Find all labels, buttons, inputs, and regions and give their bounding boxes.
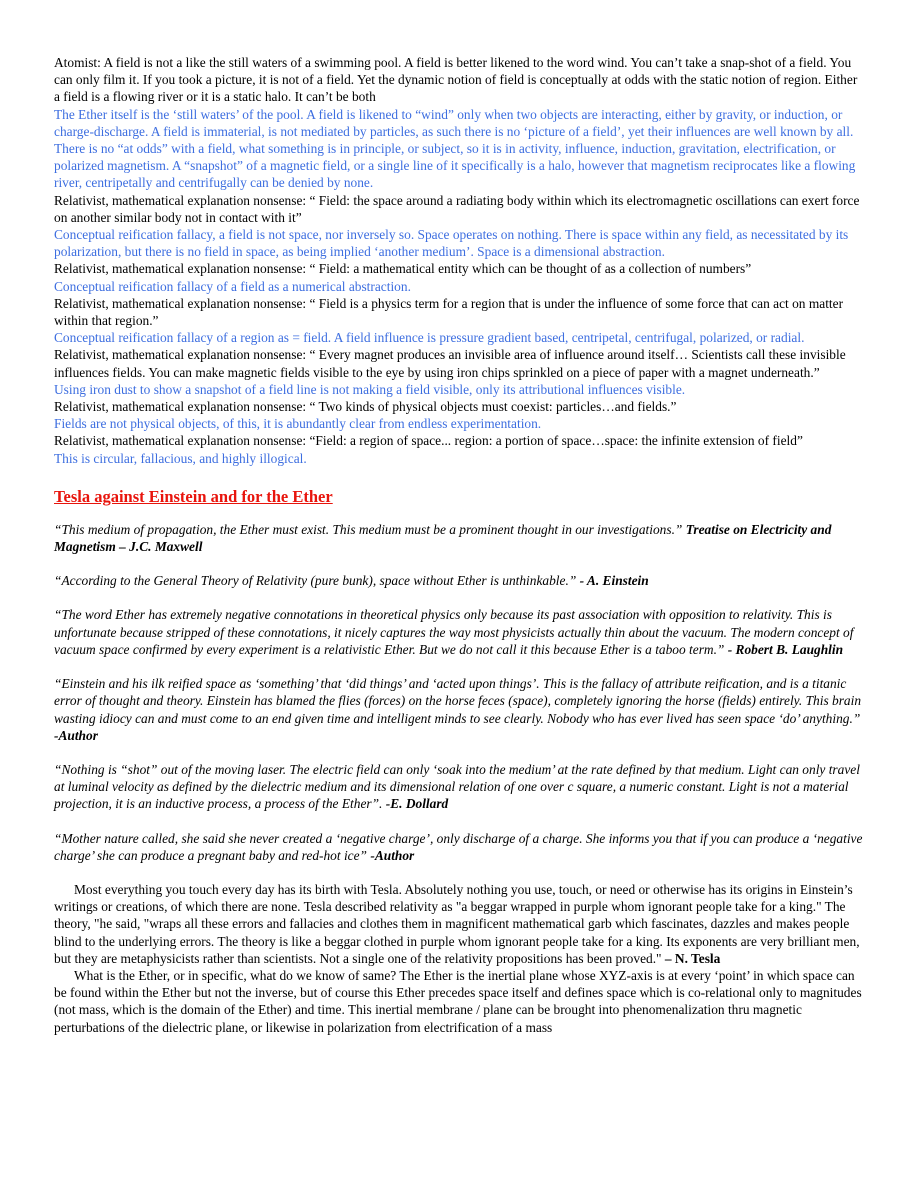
- quote-block: [54, 521, 866, 555]
- section-field-discussion: [54, 54, 866, 467]
- body-text: Most everything you touch every day has its birth with Tesla. Absolutely nothing you use, touch, or need or otherwise has its origins in Einstein’s writings or creations, of which there are none. Tesla described relativity as "a beggar wrapped in purple whom ignorant people take for a king." The theory, "he said, "wraps all these errors and fallacies and clothes them in magnificent mathematical garb which fascinates, dazzles and makes people blind to the underlying errors. The theory is like a beggar clothed in purple whom ignorant people take for a king. Its exponents are very brilliant men, but they are metaphysicists rather than scientists. Not a single one of the relativity propositions has been proved.": [54, 881, 860, 966]
- quote-text: “According to the General Theory of Relativity (pure bunk), space without Ether is unthinkable.”: [54, 573, 580, 589]
- quote-block: [54, 675, 866, 744]
- document-page: [54, 54, 866, 1036]
- quote-source: -Author: [370, 847, 415, 863]
- quote-source: -Author: [54, 727, 98, 743]
- quote-source: Treatise on Electricity and Magnetism – J.C. Maxwell: [54, 521, 832, 555]
- paragraph: Relativist, mathematical explanation nonsense: “Field: a region of space... region: a portion of space…space: the infinite extension of field”: [54, 433, 803, 449]
- quote-text: “The word Ether has extremely negative connotations in theoretical physics only because its past association with opposition to relativity. This is unfortunate because stripped of these connotations, it nicely captures the way most physicists actually thin about the vacuum. The modern concept of vacuum space confirmed by every experiment is a relativistic Ether. But we do not call it this because Ether is a taboo term.”: [54, 607, 854, 657]
- quote-source: - Robert B. Laughlin: [727, 641, 844, 657]
- quote-source: - A. Einstein: [579, 573, 649, 589]
- rebuttal-paragraph: Conceptual reification fallacy of a field as a numerical abstraction.: [54, 278, 411, 294]
- rebuttal-paragraph: Conceptual reification fallacy, a field is not space, nor inversely so. Space operates on nothing. There is space within any field, as necessitated by its polarization, but there is no field in space, as being implied ‘another medium’. Space is a dimensional abstraction.: [54, 227, 849, 260]
- body-paragraph-ether: What is the Ether, or in specific, what do we know of same? The Ether is the inertial plane whose XYZ-axis is at every ‘point’ in which space can be found within the Ether but not the inverse, but of course this Ether precedes space itself and defines space which is co-relational only to magnitudes (not mass, which is the domain of the Ether) and time. This inertial membrane / plane can be brought into phenomenalization thru magnetic perturbations of the dielectric plane, or likewise in polarization from electrification of a mass: [54, 967, 862, 1035]
- paragraph: Atomist: A field is not a like the still waters of a swimming pool. A field is better likened to the word wind. You can’t take a snap-shot of a field. You can only film it. If you took a picture, it is not of a field. Yet the dynamic notion of field is conceptually at odds with the static notion of region. Either a field is a flowing river or it is a static halo. It can’t be both: [54, 55, 858, 105]
- body-paragraph-tesla: [54, 881, 866, 967]
- quote-text: “This medium of propagation, the Ether must exist. This medium must be a prominent thought in our investigations.”: [54, 521, 686, 537]
- quote-text: “Einstein and his ilk reified space as ‘something’ that ‘did things’ and ‘acted upon things’. This is the fallacy of attribute reification, and is a titanic error of thought and theory. Einstein has blamed the flies (forces) on the horse feces (space), completely ignoring the horse (fields) entirely. This brain wasting idiocy can and must come to an end given time and intelligent minds to see clearly. Nobody who has ever lived has seen space ‘do’ anything.”: [54, 676, 862, 726]
- paragraph: Relativist, mathematical explanation nonsense: “ Every magnet produces an invisible area of influence around itself… Scientists call these invisible influences fields. You can make magnetic fields visible to the eye by using iron chips sprinkled on a piece of paper with a magnet underneath.”: [54, 347, 846, 380]
- rebuttal-paragraph: This is circular, fallacious, and highly illogical.: [54, 450, 307, 466]
- quote-block: [54, 606, 866, 658]
- quotes-section: [54, 521, 866, 864]
- paragraph: Relativist, mathematical explanation nonsense: “ Field: a mathematical entity which can be thought of as a collection of numbers”: [54, 261, 752, 277]
- paragraph: Relativist, mathematical explanation nonsense: “ Two kinds of physical objects must coexist: particles…and fields.”: [54, 399, 677, 415]
- quote-text: “Nothing is “shot” out of the moving laser. The electric field can only ‘soak into the medium’ at the rate defined by that medium. Light can only travel at luminal velocity as defined by the dielectric medium and its dimensional relation of one over c square, a numeric constant. Light is not a material projection, it is an inductive process, a process of the Ether”.: [54, 761, 860, 812]
- rebuttal-paragraph: Using iron dust to show a snapshot of a field line is not making a field visible, only its attributional influences visible.: [54, 381, 686, 397]
- rebuttal-paragraph: The Ether itself is the ‘still waters’ of the pool. A field is likened to “wind” only when two objects are interacting, either by gravity, or induction, or charge-discharge. A field is immaterial, is not mediated by particles, as such there is no ‘picture of a field’, yet their influences are well known by all. There is no “at odds” with a field, what something is in principle, or subject, so it is in activity, influence, induction, gravitation, electrification, or polarized magnetism. A “snapshot” of a magnetic field, or a single line of it specifically is a halo, however that magnetism reciprocates like a flowing river, centripetally and centrifugally can be denied by none.: [54, 106, 856, 191]
- quote-block: [54, 761, 866, 813]
- section-heading: Tesla against Einstein and for the Ether: [54, 486, 333, 506]
- quote-block: [54, 572, 866, 589]
- quote-text: “Mother nature called, she said she never created a ‘negative charge’, only discharge of a charge. She informs you that if you can produce a ‘negative charge’ she can produce a pregnant baby and red-hot ice”: [54, 830, 863, 863]
- rebuttal-paragraph: Conceptual reification fallacy of a region as = field. A field influence is pressure gradient based, centripetal, centrifugal, polarized, or radial.: [54, 330, 805, 346]
- rebuttal-paragraph: Fields are not physical objects, of this, it is abundantly clear from endless experimentation.: [54, 416, 542, 432]
- quote-block: [54, 830, 866, 864]
- body-source: – N. Tesla: [664, 950, 721, 966]
- paragraph: Relativist, mathematical explanation nonsense: “ Field is a physics term for a region that is under the influence of some force that can act on matter within that region.”: [54, 295, 844, 329]
- quote-source: -E. Dollard: [385, 796, 449, 812]
- paragraph: Relativist, mathematical explanation nonsense: “ Field: the space around a radiating body within which its electromagnetic oscillations can exert force on another similar body not in contact with it”: [54, 192, 860, 225]
